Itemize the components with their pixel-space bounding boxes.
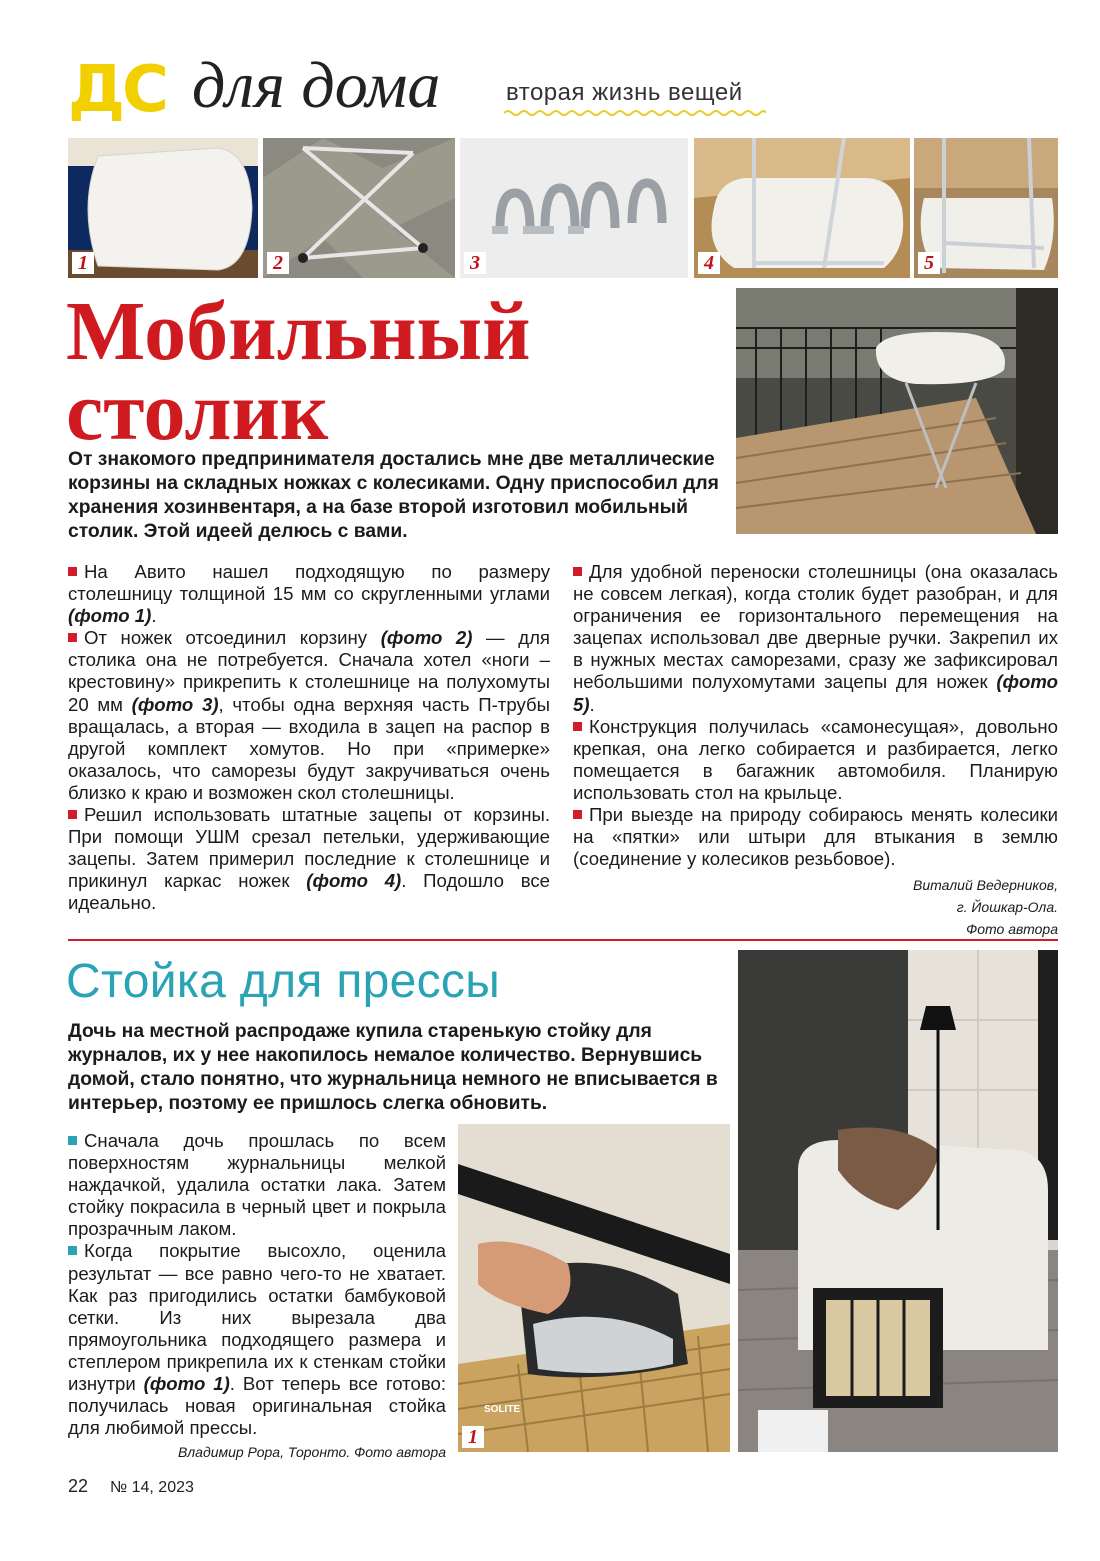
photo-number-badge: 5 [918, 252, 940, 274]
bullet-square-icon [68, 810, 77, 819]
photo-fixing-brackets [914, 138, 1058, 278]
article-lead: От знакомого предпринимателя достались мне две металлические корзины на складных ножках с колесиками. Одну приспособил для хранения хозинвентаря, а на базе второй изготовил мобильный столик. Этой идеей делюсь с вами. [68, 449, 719, 542]
paragraph: При выезде на природу собираюсь менять колесики на «пятки» или штыри для втыкания в землю (соединение у колесиков резьбовое). [573, 804, 1058, 870]
rubric-label: вторая жизнь вещей [506, 79, 743, 106]
bullet-square-icon [68, 1136, 77, 1145]
photo-frame-attached [694, 138, 910, 278]
magazine-logo: ДС [68, 53, 166, 127]
article-column-left [68, 561, 550, 915]
article-lead: Дочь на местной распродаже купила старенькую стойку для журналов, их у нее накопилось немалое количество. Вернувшись домой, стало понятно, что журнальница немного не вписывается в интерьер, поэтому ее пришлось слегка обновить. [68, 1021, 718, 1114]
rubric-underline [504, 108, 766, 118]
section-title: для дома [192, 49, 441, 122]
bullet-square-icon [68, 1246, 77, 1255]
photo-number-badge: 4 [698, 252, 720, 274]
photo-number-badge: 1 [72, 252, 94, 274]
photo-number-badge: 2 [267, 252, 289, 274]
photo-ref: (фото 1) [143, 1373, 230, 1395]
article-title: Стойка для прессы [66, 955, 501, 1008]
photo-ref: (фото 5) [573, 671, 1058, 715]
paragraph: Сначала дочь прошлась по всем поверхностям журнальницы мелкой наждачкой, удалила остатки лака. Затем стойку покрасила в черный цвет и покрыла прозрачным лаком. [68, 1130, 446, 1240]
photo-ref: (фото 2) [380, 627, 473, 649]
paragraph: Когда покрытие высохло, оценила результат — все равно чего-то не хватает. Как раз пригодились остатки бамбуковой сетки. Из них вырезала два прямоугольника подходящего размера и степлером прикрепила их к стенкам стойки изнутри (фото 1). Вот теперь все готово: получилась новая оригинальная стойка для любимой прессы. [68, 1240, 446, 1439]
page-number: 22 [68, 1476, 89, 1496]
author-city: г. Йошкар-Ола. [956, 899, 1058, 916]
photo-tabletop [68, 138, 258, 278]
photo-legs-frame [263, 138, 455, 278]
photo-number-badge: 3 [464, 252, 486, 274]
photo-mobile-table [736, 288, 1058, 534]
section-divider [68, 939, 1058, 941]
paragraph: Решил использовать штатные зацепы от корзины. При помощи УШМ срезал петельки, удерживающие зацепы. Затем примерил последние к столешнице и прикинул каркас ножек (фото 4). Подошло все идеально. [68, 804, 551, 914]
paragraph: На Авито нашел подходящую по размеру столешницу толщиной 15 мм со скругленными углами (фото 1). [68, 561, 550, 627]
article-column-left [68, 1130, 446, 1463]
photo-clamps [460, 138, 688, 278]
photo-credit: Фото автора [966, 921, 1058, 938]
paragraph: Конструкция получилась «самонесущая», довольно крепкая, она легко собирается и разбирается, легко помещается в багажник автомобиля. Планирую использовать стол на крыльце. [573, 715, 1058, 803]
photo-number-badge: 1 [462, 1426, 484, 1448]
photo-magazine-rack [738, 950, 1058, 1452]
bullet-square-icon [68, 567, 77, 576]
title-line: Мобильный [66, 285, 531, 378]
author-name: Виталий Ведерников, [913, 877, 1058, 894]
stapler-brand: SOLITE [484, 1404, 521, 1415]
bullet-square-icon [573, 810, 582, 819]
article-title [66, 285, 726, 458]
author-signature: Владимир Рора, Торонто. Фото автора [177, 1444, 446, 1461]
photo-ref: (фото 1) [68, 605, 152, 627]
article-column-right [573, 561, 1058, 940]
paragraph: Для удобной переноски столешницы (она оказалась не совсем легкая), когда столик будет разобран, и для ограничения ее горизонтального перемещения на зацепах использовал две дверные ручки. Закрепил их в нужных местах саморезами, сразу же зафиксировал небольшими полухомутами зацепы для ножек (фото 5). [573, 561, 1058, 715]
photo-stapler [458, 1124, 730, 1452]
paragraph: От ножек отсоединил корзину (фото 2) — для столика она не потребуется. Сначала хотел «ноги – крестовину» прикрепить к столешнице на полухомуты 20 мм (фото 3), чтобы одна верхняя часть П-трубы вращалась, а вторая — входила в зацеп на распор в другой комплект хомутов. Но при «примерке» оказалось, что саморезы будут закручиваться очень близко к краю и возможен скол столешницы. [68, 627, 550, 803]
bullet-square-icon [573, 722, 582, 731]
photo-ref: (фото 4) [306, 870, 402, 892]
bullet-square-icon [573, 567, 582, 576]
title-line: столик [66, 365, 329, 458]
bullet-square-icon [68, 633, 77, 642]
issue-number: № 14, 2023 [110, 1479, 194, 1496]
photo-ref: (фото 3) [131, 693, 219, 715]
